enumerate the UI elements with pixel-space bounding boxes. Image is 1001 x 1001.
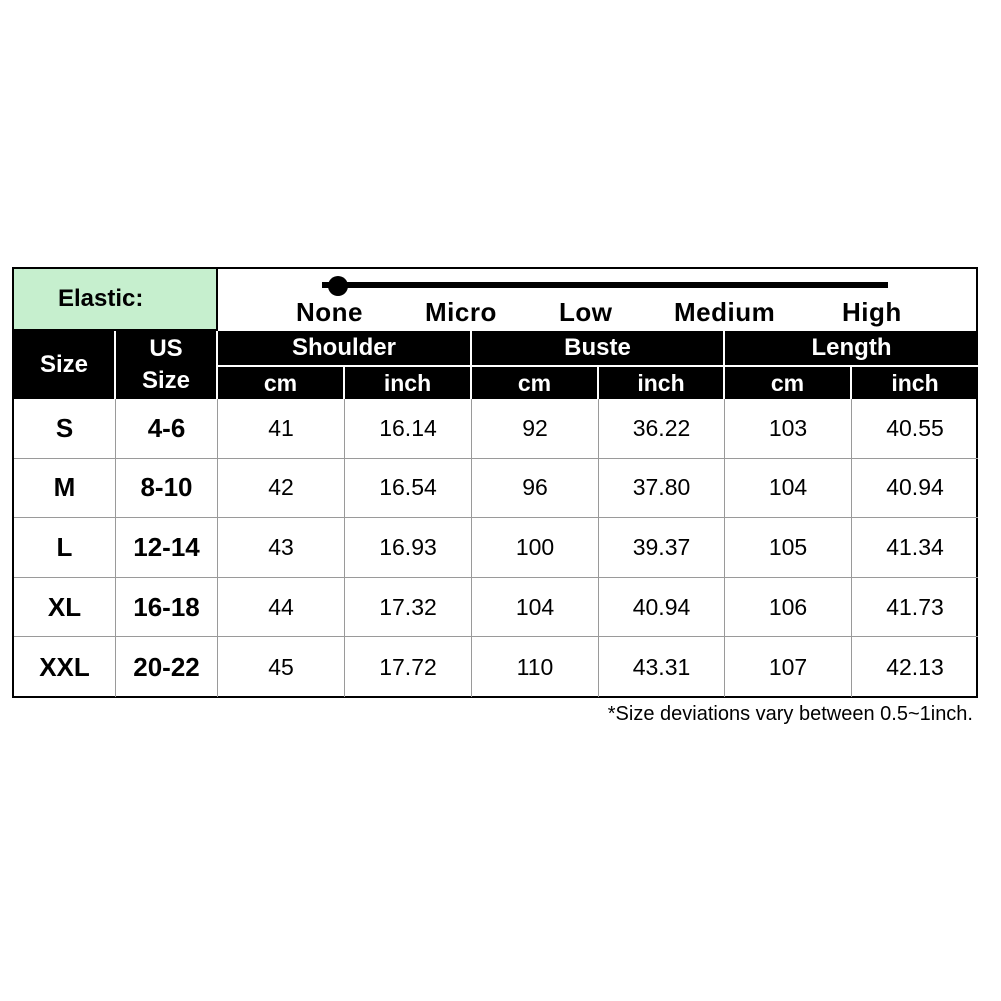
elastic-level-medium: Medium (674, 297, 776, 327)
elastic-level-micro: Micro (425, 297, 497, 327)
header-unit-inch: inch (599, 367, 725, 399)
shoulder-cm-cell: 43 (218, 518, 345, 578)
buste-cm-cell: 92 (472, 399, 599, 459)
shoulder-cm-cell: 45 (218, 637, 345, 697)
length-inch-cell: 41.73 (852, 578, 978, 638)
header-unit-cm: cm (218, 367, 345, 399)
us-size-cell: 8-10 (116, 459, 218, 519)
length-inch-cell: 41.34 (852, 518, 978, 578)
us-size-cell: 16-18 (116, 578, 218, 638)
header-unit-cm: cm (472, 367, 599, 399)
header-size: Size (14, 331, 116, 399)
buste-inch-cell: 37.80 (599, 459, 725, 519)
shoulder-inch-cell: 16.93 (345, 518, 472, 578)
length-cm-cell: 106 (725, 578, 852, 638)
size-cell: L (14, 518, 116, 578)
elastic-level-high: High (842, 297, 902, 327)
header-unit-inch: inch (852, 367, 978, 399)
header-length: Length (725, 331, 978, 367)
length-inch-cell: 40.55 (852, 399, 978, 459)
size-chart (12, 267, 978, 698)
elastic-level-low: Low (559, 297, 613, 327)
header-buste: Buste (472, 331, 725, 367)
length-cm-cell: 105 (725, 518, 852, 578)
shoulder-inch-cell: 17.72 (345, 637, 472, 697)
buste-inch-cell: 39.37 (599, 518, 725, 578)
us-size-cell: 12-14 (116, 518, 218, 578)
elastic-indicator-dot (328, 276, 348, 296)
shoulder-cm-cell: 44 (218, 578, 345, 638)
buste-cm-cell: 96 (472, 459, 599, 519)
elastic-label: Elastic: (14, 269, 218, 331)
header-us-size (116, 331, 218, 399)
shoulder-cm-cell: 41 (218, 399, 345, 459)
header-shoulder: Shoulder (218, 331, 472, 367)
buste-cm-cell: 100 (472, 518, 599, 578)
shoulder-inch-cell: 17.32 (345, 578, 472, 638)
buste-cm-cell: 104 (472, 578, 599, 638)
size-cell: XL (14, 578, 116, 638)
header-us-line2: Size (141, 367, 191, 394)
header-us-line1: US (149, 334, 183, 362)
length-cm-cell: 104 (725, 459, 852, 519)
buste-inch-cell: 43.31 (599, 637, 725, 697)
us-size-cell: 20-22 (116, 637, 218, 697)
shoulder-cm-cell: 42 (218, 459, 345, 519)
buste-cm-cell: 110 (472, 637, 599, 697)
size-cell: S (14, 399, 116, 459)
buste-inch-cell: 36.22 (599, 399, 725, 459)
length-inch-cell: 40.94 (852, 459, 978, 519)
length-inch-cell: 42.13 (886, 653, 944, 680)
header-unit-cm: cm (725, 367, 852, 399)
elastic-scale-line (322, 282, 888, 288)
buste-inch-cell: 40.94 (599, 578, 725, 638)
elastic-level-none: None (296, 297, 363, 327)
elastic-scale (218, 269, 978, 331)
header-unit-inch: inch (345, 367, 472, 399)
shoulder-inch-cell: 16.54 (345, 459, 472, 519)
size-cell: M (14, 459, 116, 519)
length-cm-cell: 107 (725, 637, 852, 697)
size-footnote: *Size deviations vary between 0.5~1inch. (607, 703, 973, 725)
length-cm-cell: 103 (725, 399, 852, 459)
us-size-cell: 4-6 (116, 399, 218, 459)
size-cell: XXL (14, 637, 116, 697)
shoulder-inch-cell: 16.14 (345, 399, 472, 459)
